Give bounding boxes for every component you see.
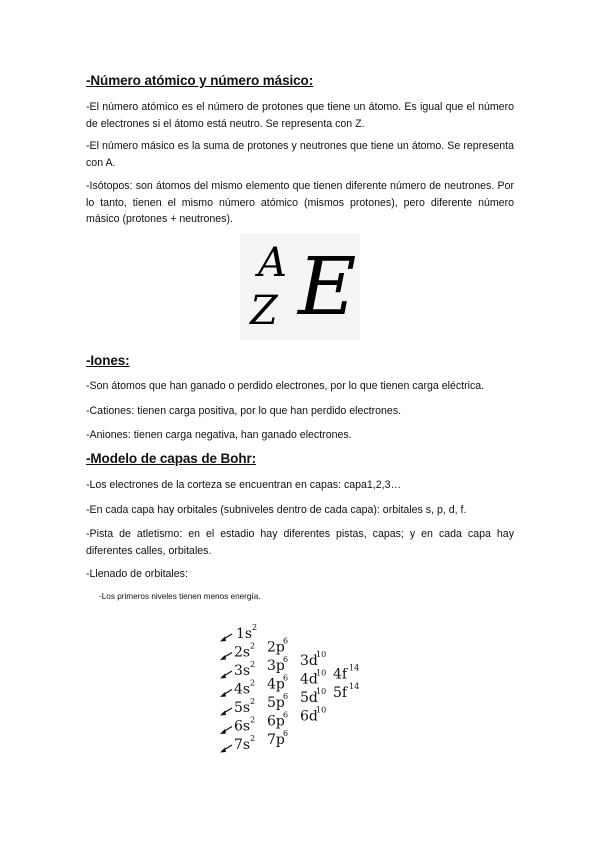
orbital-5s: [234, 697, 255, 716]
arrow-head: [220, 692, 226, 697]
orbital-label: 5f: [333, 685, 348, 701]
electron-count-label: 6: [283, 636, 289, 646]
electron-count-label: 10: [316, 687, 327, 696]
orbital-label: 5p: [267, 695, 285, 711]
orbital-label: 6s: [234, 718, 251, 735]
paragraph-isotopes: -Isótopos: son átomos del mismo elemento que tienen diferente número de neutrones. Por lo tanto, tienen el mismo número atómico (mismos protones), pero diferente número másico (protones + neutrones).: [86, 180, 514, 225]
electron-count-label: 2: [250, 734, 256, 743]
orbital-7s: [234, 734, 255, 753]
orbital-label: 6p: [267, 713, 285, 730]
arrow-head: [220, 637, 226, 642]
heading-ions: -Iones:: [86, 353, 130, 368]
orbital-label: 6d: [300, 708, 318, 725]
electron-count-label: 2: [250, 715, 256, 725]
orbital-label: 7p: [267, 732, 285, 748]
orbital-label: 3s: [234, 663, 251, 679]
orbital-label: 4p: [267, 676, 285, 693]
orbital-label: 3p: [267, 658, 285, 674]
orbital-label: 3d: [300, 653, 318, 669]
element-symbol: E: [298, 240, 357, 333]
paragraph-orbitals: -En cada capa hay orbitales (subniveles dentro de cada capa): orbitales s, p, d, f.: [86, 504, 467, 516]
nuclide-notation-image: [240, 234, 360, 340]
arrow-head: [220, 674, 226, 679]
orbital-label: 5s: [234, 700, 251, 716]
orbital-label: 1s: [236, 626, 253, 642]
orbital-4p: [267, 674, 288, 693]
orbital-label: 4s: [234, 681, 251, 698]
arrow-head: [220, 748, 226, 753]
electron-count-label: 6: [283, 655, 289, 664]
orbital-label: 2p: [267, 639, 285, 656]
orbital-5f: [333, 682, 359, 701]
atomic-number-symbol: Z: [250, 288, 278, 334]
electron-count-label: 10: [316, 650, 327, 659]
orbital-diagram-svg: [218, 616, 378, 766]
electron-count-label: 2: [250, 660, 256, 669]
orbital-label: 7s: [234, 737, 251, 753]
arrow-head: [220, 729, 226, 734]
orbital-7p: [267, 729, 288, 748]
orbital-2p: [267, 637, 288, 656]
orbital-label: 2s: [234, 644, 251, 661]
orbital-6s: [234, 716, 255, 735]
electron-count-label: 14: [349, 663, 360, 673]
paragraph-shells: -Los electrones de la corteza se encuentran en capas: capa1,2,3…: [86, 479, 402, 491]
orbital-5p: [267, 692, 288, 711]
orbital-5d: [300, 687, 326, 706]
paragraph-ions: -Son átomos que han ganado o perdido electrones, por lo que tienen carga eléctrica.: [86, 380, 485, 392]
orbital-3p: [267, 655, 288, 674]
paragraph-atomic-number: -El número atómico es el número de protones que tiene un átomo. Es igual que el número de electrones si el átomo está neutro. Se representa con Z.: [86, 101, 514, 130]
orbital-filling-diagram: [218, 616, 378, 766]
orbital-3d: [300, 650, 326, 669]
electron-count-label: 2: [250, 641, 256, 651]
orbital-3s: [234, 660, 255, 679]
arrow-head: [220, 655, 226, 660]
heading-atomic-number: -Número atómico y número másico:: [86, 73, 314, 88]
electron-count-label: 6: [283, 710, 289, 720]
paragraph-cations: -Cationes: tienen carga positiva, por lo que han perdido electrones.: [86, 405, 402, 417]
paragraph-athletics-track: -Pista de atletismo: en el estadio hay diferentes pistas, capas; y en cada capa hay diferentes calles, orbitales.: [86, 528, 514, 557]
orbital-6d: [300, 706, 326, 725]
electron-count-label: 2: [250, 678, 256, 688]
electron-count-label: 2: [250, 697, 256, 706]
electron-count-label: 10: [316, 705, 327, 715]
paragraph-orbital-filling: -Llenado de orbitales:: [86, 568, 188, 580]
mass-number-symbol: A: [258, 240, 287, 286]
electron-count-label: 14: [349, 682, 360, 691]
orbital-4f: [333, 664, 359, 683]
orbital-1s: [236, 623, 257, 642]
orbital-6p: [267, 711, 288, 730]
electron-count-label: 2: [252, 623, 258, 632]
orbital-4s: [234, 679, 255, 698]
electron-count-label: 6: [283, 673, 289, 683]
arrow-head: [220, 711, 226, 716]
orbital-4d: [300, 669, 326, 688]
orbital-2s: [234, 642, 255, 661]
orbital-label: 4d: [300, 671, 318, 688]
paragraph-anions: -Aniones: tienen carga negativa, han ganado electrones.: [86, 429, 352, 441]
electron-count-label: 6: [283, 729, 289, 738]
electron-count-label: 10: [316, 668, 327, 678]
orbital-label: 4f: [333, 666, 348, 683]
heading-bohr-model: -Modelo de capas de Bohr:: [86, 451, 257, 466]
paragraph-mass-number: -El número másico es la suma de protones y neutrones que tiene un átomo. Se representa con A.: [86, 140, 514, 169]
orbital-label: 5d: [300, 690, 318, 706]
note-energy-levels: -Los primeros niveles tienen menos energía.: [99, 592, 261, 601]
electron-count-label: 6: [283, 692, 289, 701]
